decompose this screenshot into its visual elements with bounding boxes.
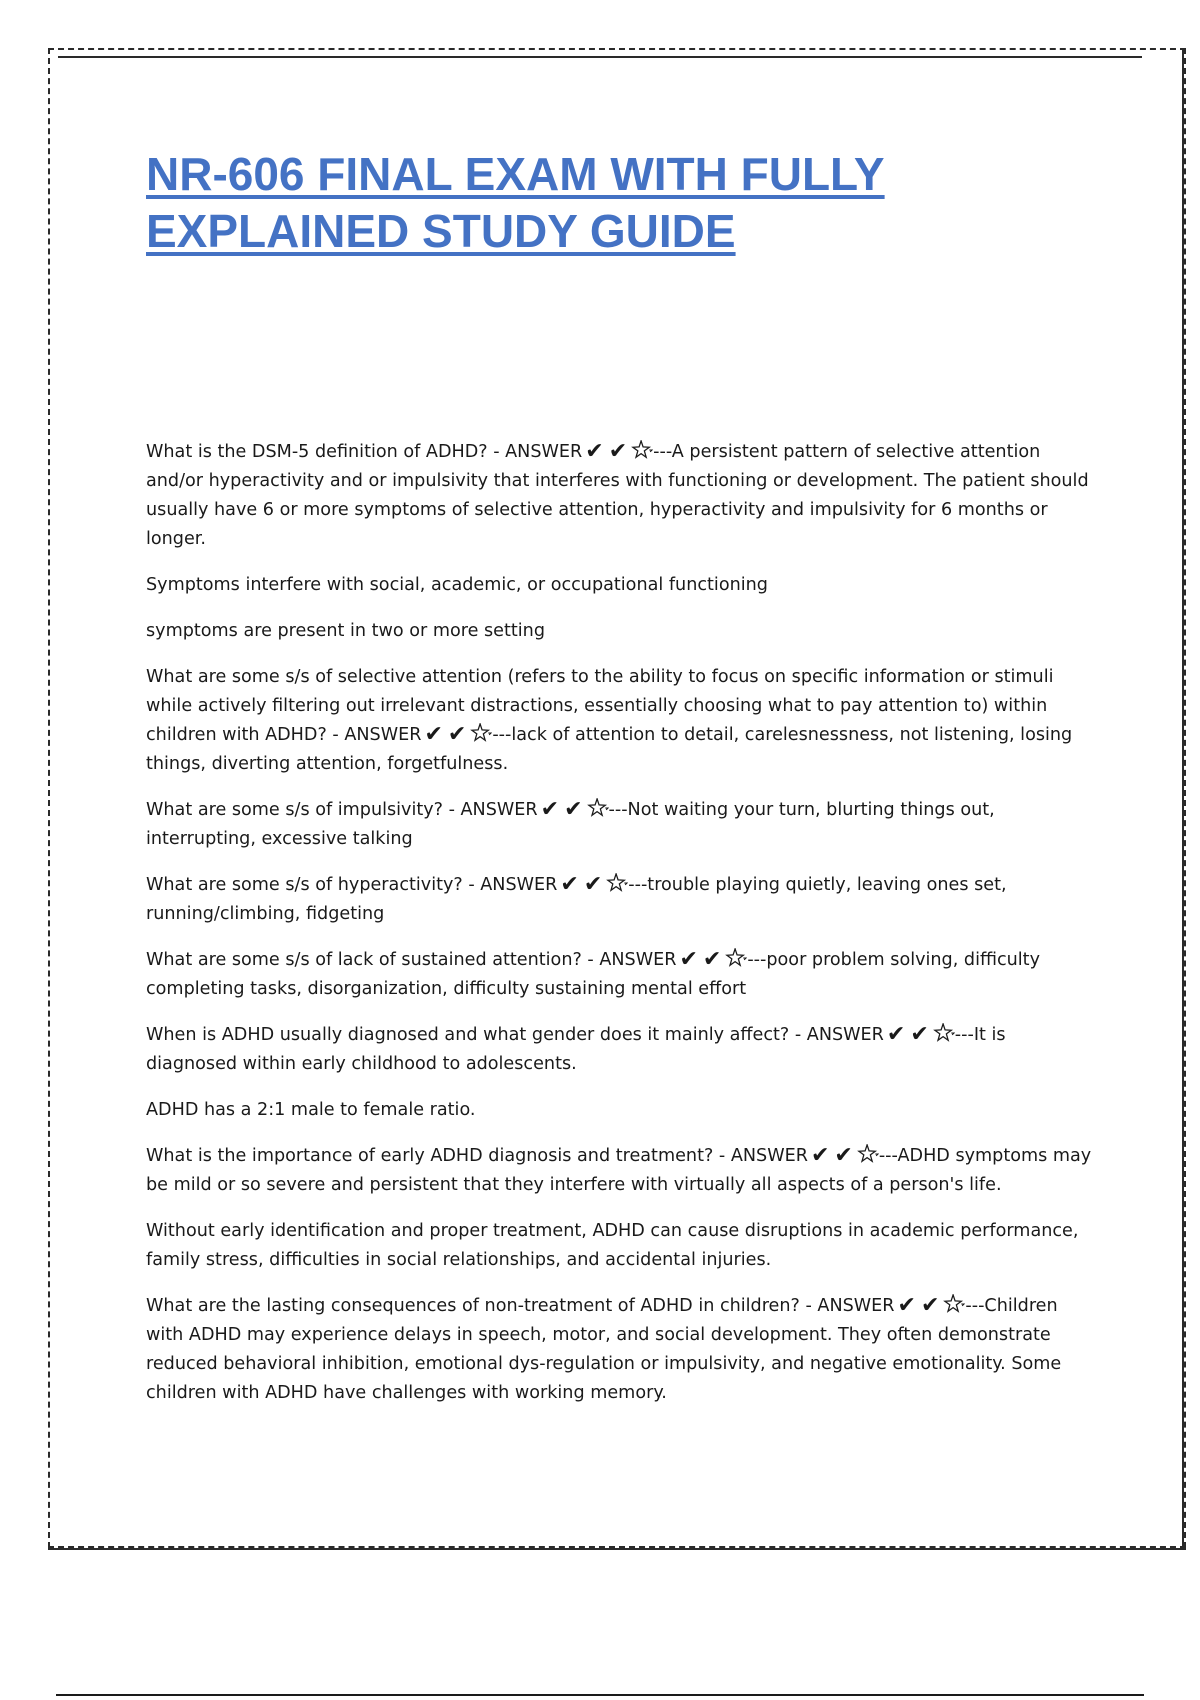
check-icon: ✔ — [910, 1022, 929, 1047]
check-icon: ✔ — [447, 722, 467, 747]
answer-text: ---Children with ADHD may experience delays in speech, motor, and social development. They often demonstrate reduced behavioral inhibition, emotional dys-regulation or impulsivity, and negative emotionality. Some children with ADHD have challenges with working memory. — [146, 1296, 1062, 1403]
text-paragraph: Without early identification and proper treatment, ADHD can cause disruptions in academic performance, family stress, difficulties in social relationships, and accidental injuries. — [146, 1221, 1079, 1270]
check-icon: ✔ — [540, 797, 560, 822]
question-text: What are some s/s of selective attention (refers to the ability to focus on specific information or stimuli while actively filtering out irrelevant distractions, essentially choosing what to pay attention to) within children with ADHD? - ANSWER — [146, 667, 1054, 745]
sparkle-star-icon — [725, 948, 747, 968]
answer-text: ---lack of attention to detail, carelesnessness, not listening, losing things, diverting attention, forgetfulness. — [146, 725, 1073, 774]
check-icon: ✔ — [679, 947, 698, 972]
page-border-top-rule — [58, 56, 1142, 58]
question-text: What are the lasting consequences of non-treatment of ADHD in children? - ANSWER — [146, 1296, 895, 1316]
answer-marker — [895, 1293, 966, 1318]
answer-marker — [557, 872, 628, 897]
question-text: What are some s/s of hyperactivity? - ANSWER — [146, 875, 558, 895]
document-title-line-2: EXPLAINED STUDY GUIDE — [146, 205, 736, 257]
check-icon: ✔ — [608, 439, 628, 464]
check-icon: ✔ — [886, 1022, 906, 1047]
answer-text: ---It is diagnosed within early childhood to adolescents. — [146, 1025, 1006, 1074]
qa-paragraph — [146, 871, 1096, 929]
document-title — [146, 146, 1046, 260]
sparkle-star-icon — [943, 1294, 965, 1314]
answer-marker — [808, 1143, 879, 1168]
page-border-right-rule — [1182, 48, 1184, 1548]
question-text: When is ADHD usually diagnosed and what gender does it mainly affect? - ANSWER — [146, 1025, 884, 1045]
question-text: What are some s/s of impulsivity? - ANSWER — [146, 800, 538, 820]
answer-text: ---A persistent pattern of selective attention and/or hyperactivity and or impulsivity that interferes with functioning or development. The patient should usually have 6 or more symptoms of selective attention, hyperactivity and impulsivity for 6 months or longer. — [146, 442, 1089, 549]
qa-paragraph — [146, 1292, 1096, 1408]
sparkle-star-icon — [470, 723, 492, 743]
sparkle-star-icon — [587, 798, 609, 818]
qa-paragraph — [146, 663, 1096, 779]
check-icon: ✔ — [585, 439, 604, 464]
answer-text: ---Not waiting your turn, blurting things out, interrupting, excessive talking — [146, 800, 995, 849]
qa-paragraph — [146, 796, 1096, 854]
qa-paragraph — [146, 438, 1096, 554]
study-guide-body — [146, 438, 1096, 1425]
text-paragraph: ADHD has a 2:1 male to female ratio. — [146, 1100, 476, 1120]
answer-marker — [421, 722, 492, 747]
qa-paragraph — [146, 946, 1096, 1004]
check-icon: ✔ — [424, 722, 443, 747]
sparkle-star-icon — [631, 440, 653, 460]
qa-paragraph — [146, 1142, 1096, 1200]
check-icon: ✔ — [920, 1293, 940, 1318]
check-icon: ✔ — [810, 1143, 830, 1168]
question-text: What is the importance of early ADHD diagnosis and treatment? - ANSWER — [146, 1146, 808, 1166]
answer-text: ---trouble playing quietly, leaving ones set, running/climbing, fidgeting — [146, 875, 1007, 924]
footer-rule — [56, 1694, 1144, 1696]
check-icon: ✔ — [564, 797, 583, 822]
page-border-bottom-rule — [48, 1548, 1186, 1550]
check-icon: ✔ — [897, 1293, 916, 1318]
check-icon: ✔ — [583, 872, 603, 897]
answer-text: ---ADHD symptoms may be mild or so severe and persistent that they interfere with virtually all aspects of a person's life. — [146, 1146, 1092, 1195]
answer-text: ---poor problem solving, difficulty completing tasks, disorganization, difficulty sustaining mental effort — [146, 950, 1040, 999]
sparkle-star-icon — [857, 1144, 879, 1164]
check-icon: ✔ — [834, 1143, 853, 1168]
check-icon: ✔ — [560, 872, 579, 897]
answer-marker — [582, 439, 653, 464]
answer-marker — [538, 797, 609, 822]
answer-marker — [676, 947, 747, 972]
check-icon: ✔ — [702, 947, 722, 972]
question-text: What are some s/s of lack of sustained attention? - ANSWER — [146, 950, 677, 970]
sparkle-star-icon — [606, 873, 628, 893]
text-paragraph: symptoms are present in two or more setting — [146, 621, 545, 641]
answer-marker — [884, 1022, 955, 1047]
qa-paragraph — [146, 1021, 1096, 1079]
text-paragraph: Symptoms interfere with social, academic, or occupational functioning — [146, 575, 768, 595]
document-title-line-1: NR-606 FINAL EXAM WITH FULLY — [146, 148, 885, 200]
sparkle-star-icon — [933, 1023, 955, 1043]
question-text: What is the DSM-5 definition of ADHD? - ANSWER — [146, 442, 583, 462]
